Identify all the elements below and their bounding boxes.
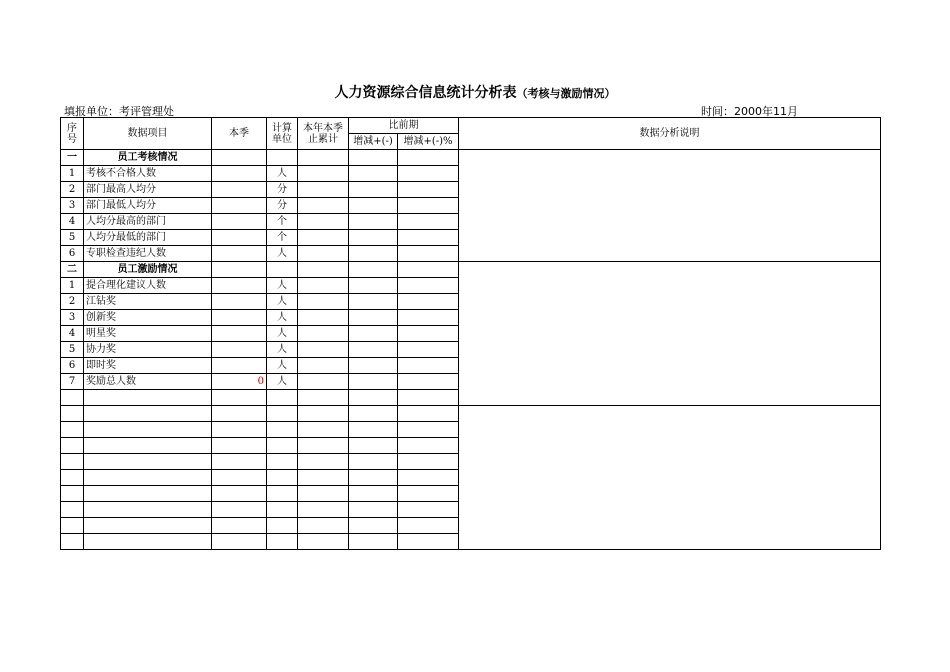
empty-cell[interactable] bbox=[267, 502, 298, 518]
empty-cell[interactable] bbox=[267, 486, 298, 502]
empty-cell[interactable] bbox=[298, 262, 349, 278]
row-unit: 人 bbox=[267, 358, 298, 374]
row-unit: 个 bbox=[267, 214, 298, 230]
empty-cell[interactable] bbox=[398, 150, 459, 166]
row-seq: 3 bbox=[61, 198, 84, 214]
row-seq: 5 bbox=[61, 230, 84, 246]
empty-cell[interactable] bbox=[267, 438, 298, 454]
row-unit: 分 bbox=[267, 182, 298, 198]
row-inc[interactable] bbox=[349, 182, 398, 198]
empty-cell[interactable] bbox=[398, 534, 459, 550]
row-inc[interactable] bbox=[349, 246, 398, 262]
empty-cell[interactable] bbox=[298, 470, 349, 486]
empty-cell[interactable] bbox=[349, 486, 398, 502]
empty-cell[interactable] bbox=[61, 486, 84, 502]
empty-cell[interactable] bbox=[267, 422, 298, 438]
empty-cell[interactable] bbox=[398, 454, 459, 470]
row-unit: 分 bbox=[267, 198, 298, 214]
row-season-value[interactable] bbox=[212, 310, 267, 326]
row-item: 考核不合格人数 bbox=[84, 166, 212, 182]
section-number: 一 bbox=[61, 150, 84, 166]
row-cumulative[interactable] bbox=[298, 230, 349, 246]
row-cumulative[interactable] bbox=[298, 246, 349, 262]
empty-cell[interactable] bbox=[398, 406, 459, 422]
row-cumulative[interactable] bbox=[298, 278, 349, 294]
row-cumulative[interactable] bbox=[298, 374, 349, 390]
row-item: 协力奖 bbox=[84, 342, 212, 358]
report-time: 时间：2000年11月 bbox=[701, 105, 798, 118]
header-item: 数据项目 bbox=[84, 118, 212, 150]
title-main: 人力资源综合信息统计分析表 bbox=[334, 85, 517, 101]
empty-cell[interactable] bbox=[61, 454, 84, 470]
header-seq: 序号 bbox=[61, 118, 84, 150]
row-inc[interactable] bbox=[349, 278, 398, 294]
row-inc[interactable] bbox=[349, 358, 398, 374]
row-cumulative[interactable] bbox=[298, 182, 349, 198]
empty-cell[interactable] bbox=[349, 422, 398, 438]
row-season-value[interactable] bbox=[212, 294, 267, 310]
row-seq: 2 bbox=[61, 182, 84, 198]
row-item: 创新奖 bbox=[84, 310, 212, 326]
row-inc-pct[interactable] bbox=[398, 246, 459, 262]
empty-cell[interactable] bbox=[398, 518, 459, 534]
reporting-unit: 填报单位：考评管理处 bbox=[64, 105, 174, 118]
empty-cell[interactable] bbox=[349, 454, 398, 470]
empty-cell[interactable] bbox=[298, 486, 349, 502]
row-unit: 人 bbox=[267, 326, 298, 342]
row-inc-pct[interactable] bbox=[398, 326, 459, 342]
empty-cell[interactable] bbox=[84, 438, 212, 454]
row-cumulative[interactable] bbox=[298, 214, 349, 230]
row-item: 人均分最低的部门 bbox=[84, 230, 212, 246]
row-cumulative[interactable] bbox=[298, 294, 349, 310]
row-item: 明星奖 bbox=[84, 326, 212, 342]
row-season-value[interactable] bbox=[212, 230, 267, 246]
header-season: 本季 bbox=[212, 118, 267, 150]
empty-cell[interactable] bbox=[267, 470, 298, 486]
row-seq: 5 bbox=[61, 342, 84, 358]
row-cumulative[interactable] bbox=[298, 198, 349, 214]
row-inc-pct[interactable] bbox=[398, 374, 459, 390]
empty-cell[interactable] bbox=[349, 406, 398, 422]
row-inc-pct[interactable] bbox=[398, 198, 459, 214]
empty-cell[interactable] bbox=[61, 406, 84, 422]
header-unit: 计算单位 bbox=[267, 118, 298, 150]
row-unit: 人 bbox=[267, 294, 298, 310]
section-title: 员工激励情况 bbox=[84, 262, 212, 278]
row-unit: 人 bbox=[267, 246, 298, 262]
row-item: 人均分最高的部门 bbox=[84, 214, 212, 230]
row-inc-pct[interactable] bbox=[398, 310, 459, 326]
row-inc[interactable] bbox=[349, 326, 398, 342]
title-sub: （考核与激励情况） bbox=[516, 87, 616, 100]
empty-cell[interactable] bbox=[212, 390, 267, 406]
empty-cell[interactable] bbox=[212, 422, 267, 438]
row-season-value[interactable] bbox=[212, 342, 267, 358]
section-number: 二 bbox=[61, 262, 84, 278]
row-seq: 6 bbox=[61, 246, 84, 262]
row-inc-pct[interactable] bbox=[398, 278, 459, 294]
header-inc: 增减+(-) bbox=[349, 134, 398, 150]
row-inc[interactable] bbox=[349, 214, 398, 230]
empty-cell[interactable] bbox=[212, 486, 267, 502]
row-seq: 2 bbox=[61, 294, 84, 310]
row-unit: 人 bbox=[267, 310, 298, 326]
row-unit: 人 bbox=[267, 278, 298, 294]
empty-cell[interactable] bbox=[212, 518, 267, 534]
analysis-cell[interactable] bbox=[459, 150, 881, 262]
row-season-value[interactable] bbox=[212, 198, 267, 214]
empty-cell[interactable] bbox=[349, 470, 398, 486]
statistics-table bbox=[60, 117, 881, 550]
empty-cell[interactable] bbox=[84, 406, 212, 422]
empty-cell[interactable] bbox=[298, 150, 349, 166]
row-inc[interactable] bbox=[349, 374, 398, 390]
row-seq: 7 bbox=[61, 374, 84, 390]
row-unit: 人 bbox=[267, 374, 298, 390]
empty-cell[interactable] bbox=[267, 534, 298, 550]
empty-cell[interactable] bbox=[61, 438, 84, 454]
empty-cell[interactable] bbox=[267, 454, 298, 470]
row-item: 即时奖 bbox=[84, 358, 212, 374]
row-item: 部门最低人均分 bbox=[84, 198, 212, 214]
row-unit: 人 bbox=[267, 342, 298, 358]
row-season-value[interactable] bbox=[212, 182, 267, 198]
empty-cell[interactable] bbox=[267, 390, 298, 406]
empty-cell[interactable] bbox=[398, 422, 459, 438]
empty-cell[interactable] bbox=[349, 150, 398, 166]
row-item: 专职检查违纪人数 bbox=[84, 246, 212, 262]
row-cumulative[interactable] bbox=[298, 166, 349, 182]
empty-cell[interactable] bbox=[398, 486, 459, 502]
empty-cell[interactable] bbox=[84, 534, 212, 550]
empty-cell[interactable] bbox=[212, 502, 267, 518]
empty-cell[interactable] bbox=[267, 518, 298, 534]
empty-cell[interactable] bbox=[84, 518, 212, 534]
empty-cell[interactable] bbox=[398, 262, 459, 278]
header-analysis: 数据分析说明 bbox=[459, 118, 881, 150]
row-inc-pct[interactable] bbox=[398, 182, 459, 198]
row-seq: 4 bbox=[61, 326, 84, 342]
row-season-value[interactable]: 0 bbox=[212, 374, 267, 390]
row-inc-pct[interactable] bbox=[398, 294, 459, 310]
row-cumulative[interactable] bbox=[298, 310, 349, 326]
empty-cell[interactable] bbox=[84, 502, 212, 518]
empty-cell[interactable] bbox=[212, 454, 267, 470]
row-season-value[interactable] bbox=[212, 246, 267, 262]
empty-cell[interactable] bbox=[212, 470, 267, 486]
row-item: 提合理化建议人数 bbox=[84, 278, 212, 294]
header-inc-pct: 增减+(-)% bbox=[398, 134, 459, 150]
row-season-value[interactable] bbox=[212, 358, 267, 374]
header-compare: 比前期 bbox=[349, 118, 459, 134]
row-seq: 6 bbox=[61, 358, 84, 374]
empty-cell[interactable] bbox=[298, 422, 349, 438]
empty-cell[interactable] bbox=[267, 406, 298, 422]
row-inc[interactable] bbox=[349, 198, 398, 214]
row-season-value[interactable] bbox=[212, 278, 267, 294]
row-season-value[interactable] bbox=[212, 214, 267, 230]
row-item: 江钻奖 bbox=[84, 294, 212, 310]
empty-cell[interactable] bbox=[84, 454, 212, 470]
empty-cell[interactable] bbox=[212, 438, 267, 454]
row-seq: 3 bbox=[61, 310, 84, 326]
empty-cell[interactable] bbox=[298, 406, 349, 422]
row-cumulative[interactable] bbox=[298, 358, 349, 374]
page-title bbox=[0, 82, 950, 102]
empty-cell[interactable] bbox=[349, 262, 398, 278]
row-item: 部门最高人均分 bbox=[84, 182, 212, 198]
empty-cell[interactable] bbox=[298, 534, 349, 550]
empty-cell[interactable] bbox=[398, 502, 459, 518]
row-inc[interactable] bbox=[349, 342, 398, 358]
empty-cell[interactable] bbox=[267, 150, 298, 166]
empty-cell[interactable] bbox=[212, 534, 267, 550]
empty-cell[interactable] bbox=[84, 422, 212, 438]
empty-cell[interactable] bbox=[212, 150, 267, 166]
header-cumulative: 本年本季止累计 bbox=[298, 118, 349, 150]
row-inc-pct[interactable] bbox=[398, 166, 459, 182]
row-unit: 个 bbox=[267, 230, 298, 246]
empty-cell[interactable] bbox=[84, 470, 212, 486]
empty-cell[interactable] bbox=[298, 518, 349, 534]
empty-cell[interactable] bbox=[267, 262, 298, 278]
empty-cell[interactable] bbox=[212, 406, 267, 422]
row-inc-pct[interactable] bbox=[398, 358, 459, 374]
empty-cell[interactable] bbox=[61, 422, 84, 438]
empty-cell[interactable] bbox=[349, 518, 398, 534]
empty-cell[interactable] bbox=[398, 438, 459, 454]
row-cumulative[interactable] bbox=[298, 326, 349, 342]
empty-cell[interactable] bbox=[398, 470, 459, 486]
row-unit: 人 bbox=[267, 166, 298, 182]
empty-cell[interactable] bbox=[349, 502, 398, 518]
row-seq: 1 bbox=[61, 278, 84, 294]
row-inc[interactable] bbox=[349, 230, 398, 246]
empty-cell[interactable] bbox=[61, 390, 84, 406]
row-cumulative[interactable] bbox=[298, 342, 349, 358]
section-title: 员工考核情况 bbox=[84, 150, 212, 166]
empty-cell[interactable] bbox=[398, 390, 459, 406]
empty-cell[interactable] bbox=[84, 486, 212, 502]
row-item: 奖励总人数 bbox=[84, 374, 212, 390]
row-inc[interactable] bbox=[349, 294, 398, 310]
empty-cell[interactable] bbox=[298, 502, 349, 518]
empty-cell[interactable] bbox=[61, 518, 84, 534]
empty-cell[interactable] bbox=[298, 438, 349, 454]
row-seq: 4 bbox=[61, 214, 84, 230]
row-season-value[interactable] bbox=[212, 166, 267, 182]
row-season-value[interactable] bbox=[212, 326, 267, 342]
empty-cell[interactable] bbox=[84, 390, 212, 406]
empty-cell[interactable] bbox=[298, 390, 349, 406]
row-inc[interactable] bbox=[349, 166, 398, 182]
empty-cell[interactable] bbox=[61, 534, 84, 550]
empty-cell[interactable] bbox=[349, 534, 398, 550]
empty-cell[interactable] bbox=[349, 438, 398, 454]
analysis-cell[interactable] bbox=[459, 262, 881, 406]
empty-cell[interactable] bbox=[212, 262, 267, 278]
empty-cell[interactable] bbox=[61, 502, 84, 518]
analysis-cell[interactable] bbox=[459, 406, 881, 550]
row-inc-pct[interactable] bbox=[398, 230, 459, 246]
row-inc[interactable] bbox=[349, 310, 398, 326]
row-inc-pct[interactable] bbox=[398, 342, 459, 358]
row-inc-pct[interactable] bbox=[398, 214, 459, 230]
section-header-row bbox=[61, 262, 881, 278]
section-header-row bbox=[61, 150, 881, 166]
empty-row bbox=[61, 406, 881, 422]
empty-cell[interactable] bbox=[61, 470, 84, 486]
empty-cell[interactable] bbox=[349, 390, 398, 406]
row-seq: 1 bbox=[61, 166, 84, 182]
empty-cell[interactable] bbox=[298, 454, 349, 470]
